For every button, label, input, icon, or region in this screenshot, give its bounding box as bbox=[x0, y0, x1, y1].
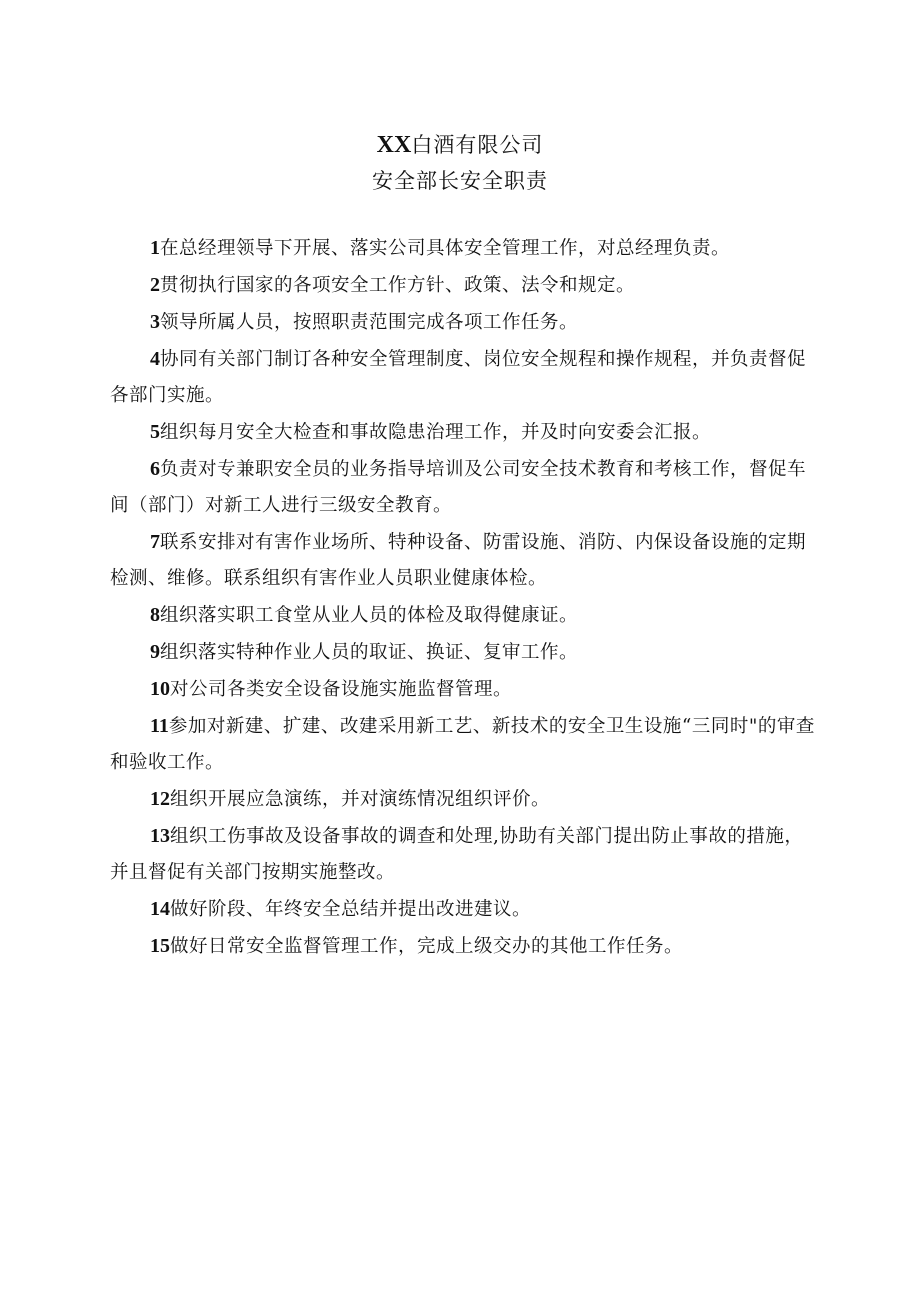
duty-number: 15 bbox=[150, 935, 170, 957]
duty-item bbox=[110, 708, 820, 781]
duty-number: 3 bbox=[150, 311, 160, 333]
duty-text: 组织每月安全大检查和事故隐患治理工作，并及时向安委会汇报。 bbox=[160, 422, 712, 443]
duty-item bbox=[110, 671, 820, 708]
duty-text: 在总经理领导下开展、落实公司具体安全管理工作，对总经理负责。 bbox=[160, 238, 731, 259]
duty-text: 组织落实职工食堂从业人员的体检及取得健康证。 bbox=[160, 605, 579, 626]
duty-text: 参加对新建、扩建、改建采用新工艺、新技术的安全卫生设施“三同时"的审查和验收工作。 bbox=[110, 716, 815, 773]
duty-item bbox=[110, 818, 820, 891]
duty-text: 领导所属人员，按照职责范围完成各项工作任务。 bbox=[160, 312, 579, 333]
duty-item bbox=[110, 891, 820, 928]
duty-text: 联系安排对有害作业场所、特种设备、防雷设施、消防、内保设备设施的定期检测、维修。联系组织有害作业人员职业健康体检。 bbox=[110, 532, 807, 589]
document-subtitle: 安全部长安全职责 bbox=[372, 169, 548, 193]
duty-item bbox=[110, 928, 820, 965]
duty-text: 负责对专兼职安全员的业务指导培训及公司安全技术教育和考核工作，督促车间（部门）对新工人进行三级安全教育。 bbox=[110, 459, 807, 516]
duty-item bbox=[110, 451, 820, 524]
duty-text: 做好阶段、年终安全总结并提出改进建议。 bbox=[170, 899, 532, 920]
duty-text: 贯彻执行国家的各项安全工作方针、政策、法令和规定。 bbox=[160, 275, 636, 296]
duty-number: 5 bbox=[150, 421, 160, 443]
duty-text: 对公司各类安全设备设施实施监督管理。 bbox=[170, 679, 513, 700]
duty-item bbox=[110, 781, 820, 818]
duty-item bbox=[110, 524, 820, 597]
duty-item bbox=[110, 267, 820, 304]
duty-item bbox=[110, 414, 820, 451]
company-title-prefix: XX bbox=[376, 132, 412, 158]
duty-number: 10 bbox=[150, 678, 170, 700]
duty-item bbox=[110, 634, 820, 671]
duty-text: 组织工伤事故及设备事故的调查和处理,协助有关部门提出防止事故的措施，并且督促有关部门按期实施整改。 bbox=[110, 826, 804, 883]
duties-list bbox=[110, 230, 820, 965]
duty-text: 组织落实特种作业人员的取证、换证、复审工作。 bbox=[160, 642, 579, 663]
duty-number: 2 bbox=[150, 274, 160, 296]
company-title-name: 白酒有限公司 bbox=[411, 133, 544, 157]
duty-number: 9 bbox=[150, 641, 160, 663]
duty-number: 6 bbox=[150, 458, 160, 480]
duty-text: 组织开展应急演练，并对演练情况组织评价。 bbox=[170, 789, 551, 810]
duty-item bbox=[110, 597, 820, 634]
duty-number: 8 bbox=[150, 604, 160, 626]
duty-text: 做好日常安全监督管理工作，完成上级交办的其他工作任务。 bbox=[170, 936, 684, 957]
duty-number: 11 bbox=[150, 715, 169, 737]
duty-number: 12 bbox=[150, 788, 170, 810]
duty-text: 协同有关部门制订各种安全管理制度、岗位安全规程和操作规程，并负责督促各部门实施。 bbox=[110, 349, 807, 406]
duty-item bbox=[110, 304, 820, 341]
duty-number: 7 bbox=[150, 531, 160, 553]
duty-number: 14 bbox=[150, 898, 170, 920]
company-title bbox=[0, 127, 920, 163]
duty-number: 4 bbox=[150, 348, 160, 370]
duty-item bbox=[110, 230, 820, 267]
title-block bbox=[0, 127, 920, 199]
duty-number: 13 bbox=[150, 825, 170, 847]
duty-number: 1 bbox=[150, 237, 160, 259]
duty-item bbox=[110, 341, 820, 414]
